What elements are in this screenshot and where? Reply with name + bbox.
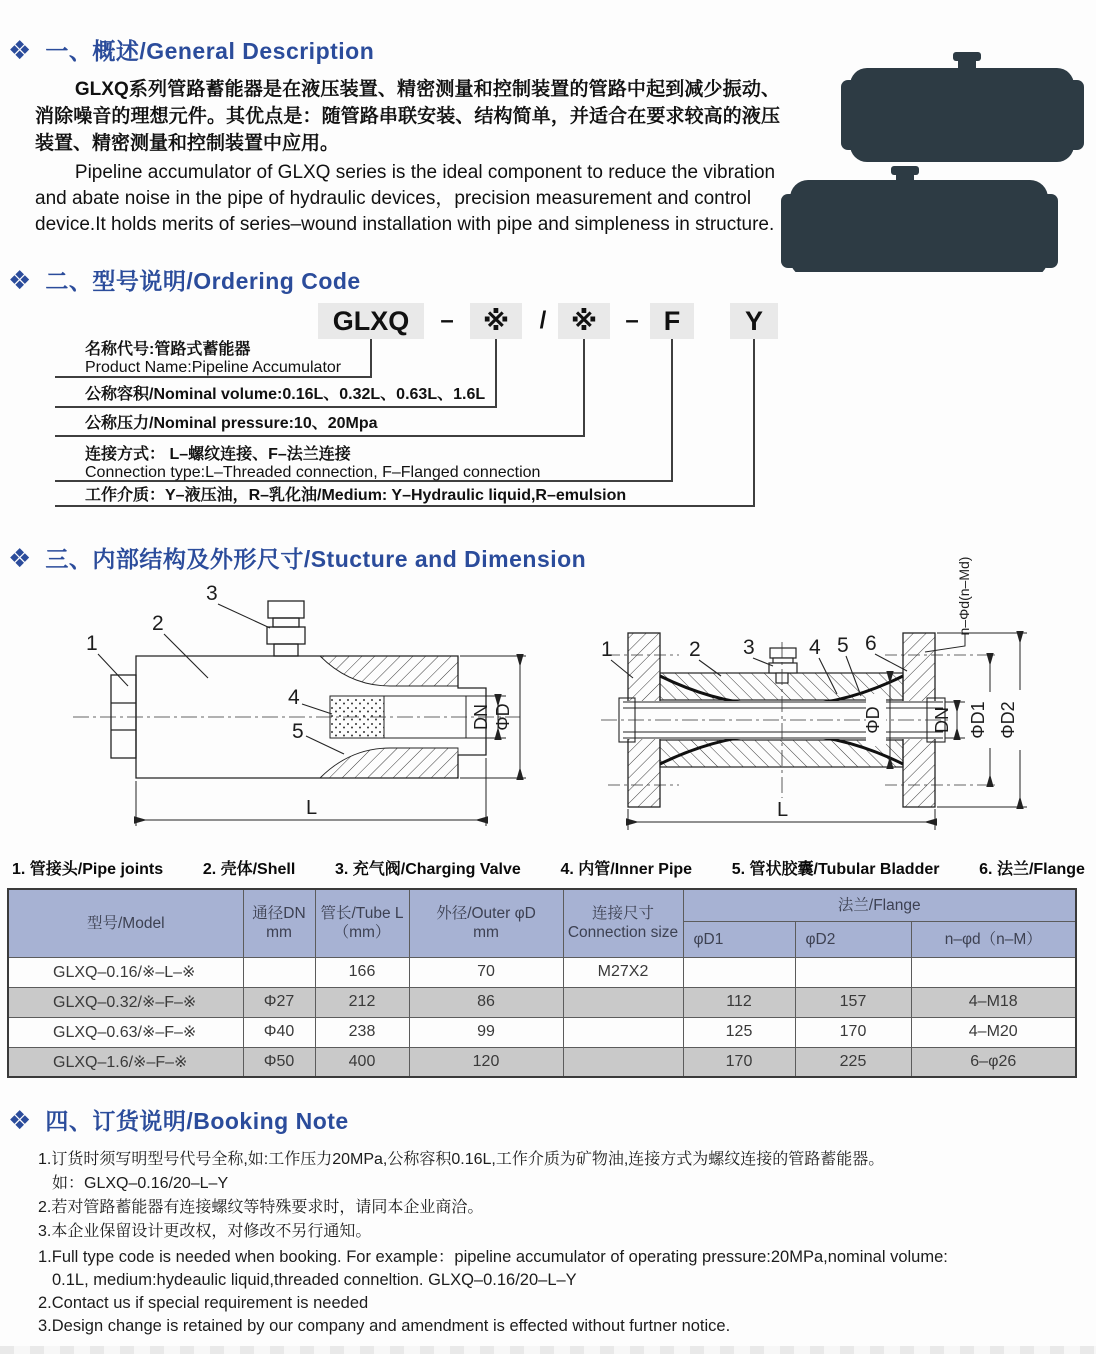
note-line: 如：GLXQ–0.16/20–L–Y [52,1175,229,1192]
spec-table [7,888,1077,1078]
section2-title: 二、型号说明/Ordering Code [45,268,361,294]
code-separator-dash: – [440,307,454,334]
ordering-row-connection: 连接方式： L–螺纹连接、F–法兰连接 Connection type:L–Threaded connection, F–Flanged connection [55,446,672,482]
dim-label-d: ΦD [863,706,883,734]
accumulator-photo-bottom [781,166,1058,272]
callout-2: 2 [689,638,701,661]
callout-5: 5 [837,634,849,657]
product-photos [778,42,1090,272]
ordering-row-product-name: 名称代号:管路式蓄能器 Product Name:Pipeline Accumulator [55,341,371,378]
booking-notes-en [38,1246,948,1338]
callout-2: 2 [152,612,164,635]
legend-item: 5. 管状胶囊/Tubular Bladder [731,861,940,878]
ordering-row-pressure: 公称压力/Nominal pressure:10、20Mpa [55,415,584,437]
code-separator-dash2: – [625,307,639,334]
legend-item: 4. 内管/Inner Pipe [560,861,693,878]
booking-notes-cn [38,1148,884,1244]
dim-label-l: L [306,797,318,819]
col-header-d2: φD2 [795,921,911,957]
accumulator-photo-top [841,52,1084,162]
dim-label-bolt: n–Φd(n–Md) [956,556,972,636]
callout-4: 4 [288,686,300,709]
ordering-row-volume: 公称容积/Nominal volume:0.16L、0.32L、0.63L、1.6L [55,386,496,408]
col-header-outer: 外径/Outer φD mm [409,889,563,957]
note-line: 1.订货时须写明型号代号全称,如:工作压力20MPa,公称容积0.16L,工作介质为矿物油,连接方式为螺纹连接的管路蓄能器。 [38,1151,885,1168]
section1-title: 一、概述/General Description [45,38,375,64]
col-header-dn: 通径DN mm [243,889,315,957]
col-header-tube: 管长/Tube L （mm） [315,889,409,957]
legend-item: 1. 管接头/Pipe joints [12,861,164,878]
dim-label-d1: ΦD1 [968,701,988,739]
table-row: GLXQ–0.32/※–F–※ Φ27 212 86 112 157 4–M18 [8,987,1076,1017]
legend-item: 6. 法兰/Flange [979,861,1085,878]
legend-item: 2. 壳体/Shell [202,861,296,878]
callout-1: 1 [86,632,98,655]
callout-1: 1 [601,638,613,661]
col-header-model: 型号/Model [8,889,243,957]
col-header-n: n–φd（n–M） [911,921,1076,957]
note-line: 2.Contact us if special requirement is needed [38,1294,369,1312]
note-line: 2.若对管路蓄能器有连接螺纹等特殊要求时，请同本企业商洽。 [38,1199,484,1216]
code-part-connection: F [650,303,694,339]
code-separator-slash: / [539,307,547,334]
diamond-bullet-icon: ❖ [8,34,32,65]
diamond-bullet-icon: ❖ [8,1104,32,1135]
code-part-medium: Y [730,303,778,339]
code-part-pressure: ※ [558,303,610,339]
col-header-connection: 连接尺寸 Connection size [563,889,683,957]
drawing-threaded-accumulator [58,578,528,856]
general-description-en: Pipeline accumulator of GLXQ series is the ideal component to reduce the vibration and abate noise in the pipe of hydraulic devices，precision measurement and control device.It holds merits of series–wound installation with pipe and simpleness in structure. [35,162,776,235]
note-line: 3.Design change is retained by our company and amendment is effected without furtner notice. [38,1317,731,1335]
callout-6: 6 [865,632,877,655]
note-line: 0.1L, medium:hydeaulic liquid,threaded conneltion. GLXQ–0.16/20–L–Y [52,1271,577,1289]
code-connector-line [753,339,755,507]
note-line: 3.本企业保留设计更改权，对修改不另行通知。 [38,1223,372,1240]
section4-heading [8,1103,349,1136]
section2-heading [8,263,361,296]
table-row: GLXQ–0.16/※–L–※ 166 70 M27X2 [8,957,1076,987]
callout-3: 3 [206,582,218,605]
col-header-flange: 法兰/Flange [683,889,1076,921]
legend-item: 3. 充气阀/Charging Valve [334,861,521,878]
dim-label-dn: DN [471,704,491,730]
callout-5: 5 [292,720,304,743]
section3-title: 三、内部结构及外形尺寸/Stucture and Dimension [45,546,587,572]
note-line: 1.Full type code is needed when booking. For example：pipeline accumulator of operating pressure:20MPa,nominal volume: [38,1248,948,1266]
page-bottom-scan-edge [0,1346,1096,1354]
code-part-glxq: GLXQ [318,303,424,339]
ordering-row-medium: 工作介质：Y–液压油，R–乳化油/Medium: Y–Hydraulic liquid,R–emulsion [55,487,754,507]
diamond-bullet-icon: ❖ [8,542,32,573]
section4-title: 四、订货说明/Booking Note [45,1108,349,1134]
code-part-volume: ※ [470,303,522,339]
general-description-cn: GLXQ系列管路蓄能器是在液压装置、精密测量和控制装置的管路中起到减少振动、消除噪音的理想元件。其优点是：随管路串联安装、结构简单，并适合在要求较高的液压装置、精密测量和控制装置中应用。 [35,79,780,154]
col-header-d1: φD1 [683,921,795,957]
drawing-flanged-accumulator [583,556,1061,856]
dim-label-d: ΦD [493,703,513,731]
dim-label-dn: DN [932,707,952,733]
callout-3: 3 [743,636,755,659]
section3-heading [8,541,586,574]
dim-label-d2: ΦD2 [998,701,1018,739]
table-row: GLXQ–1.6/※–F–※ Φ50 400 120 170 225 6–φ26 [8,1047,1076,1077]
parts-legend [12,856,1085,879]
section1-heading [8,33,374,66]
dim-label-l: L [777,799,789,821]
callout-4: 4 [809,636,821,659]
table-row: GLXQ–0.63/※–F–※ Φ40 238 99 125 170 4–M20 [8,1017,1076,1047]
diamond-bullet-icon: ❖ [8,264,32,295]
